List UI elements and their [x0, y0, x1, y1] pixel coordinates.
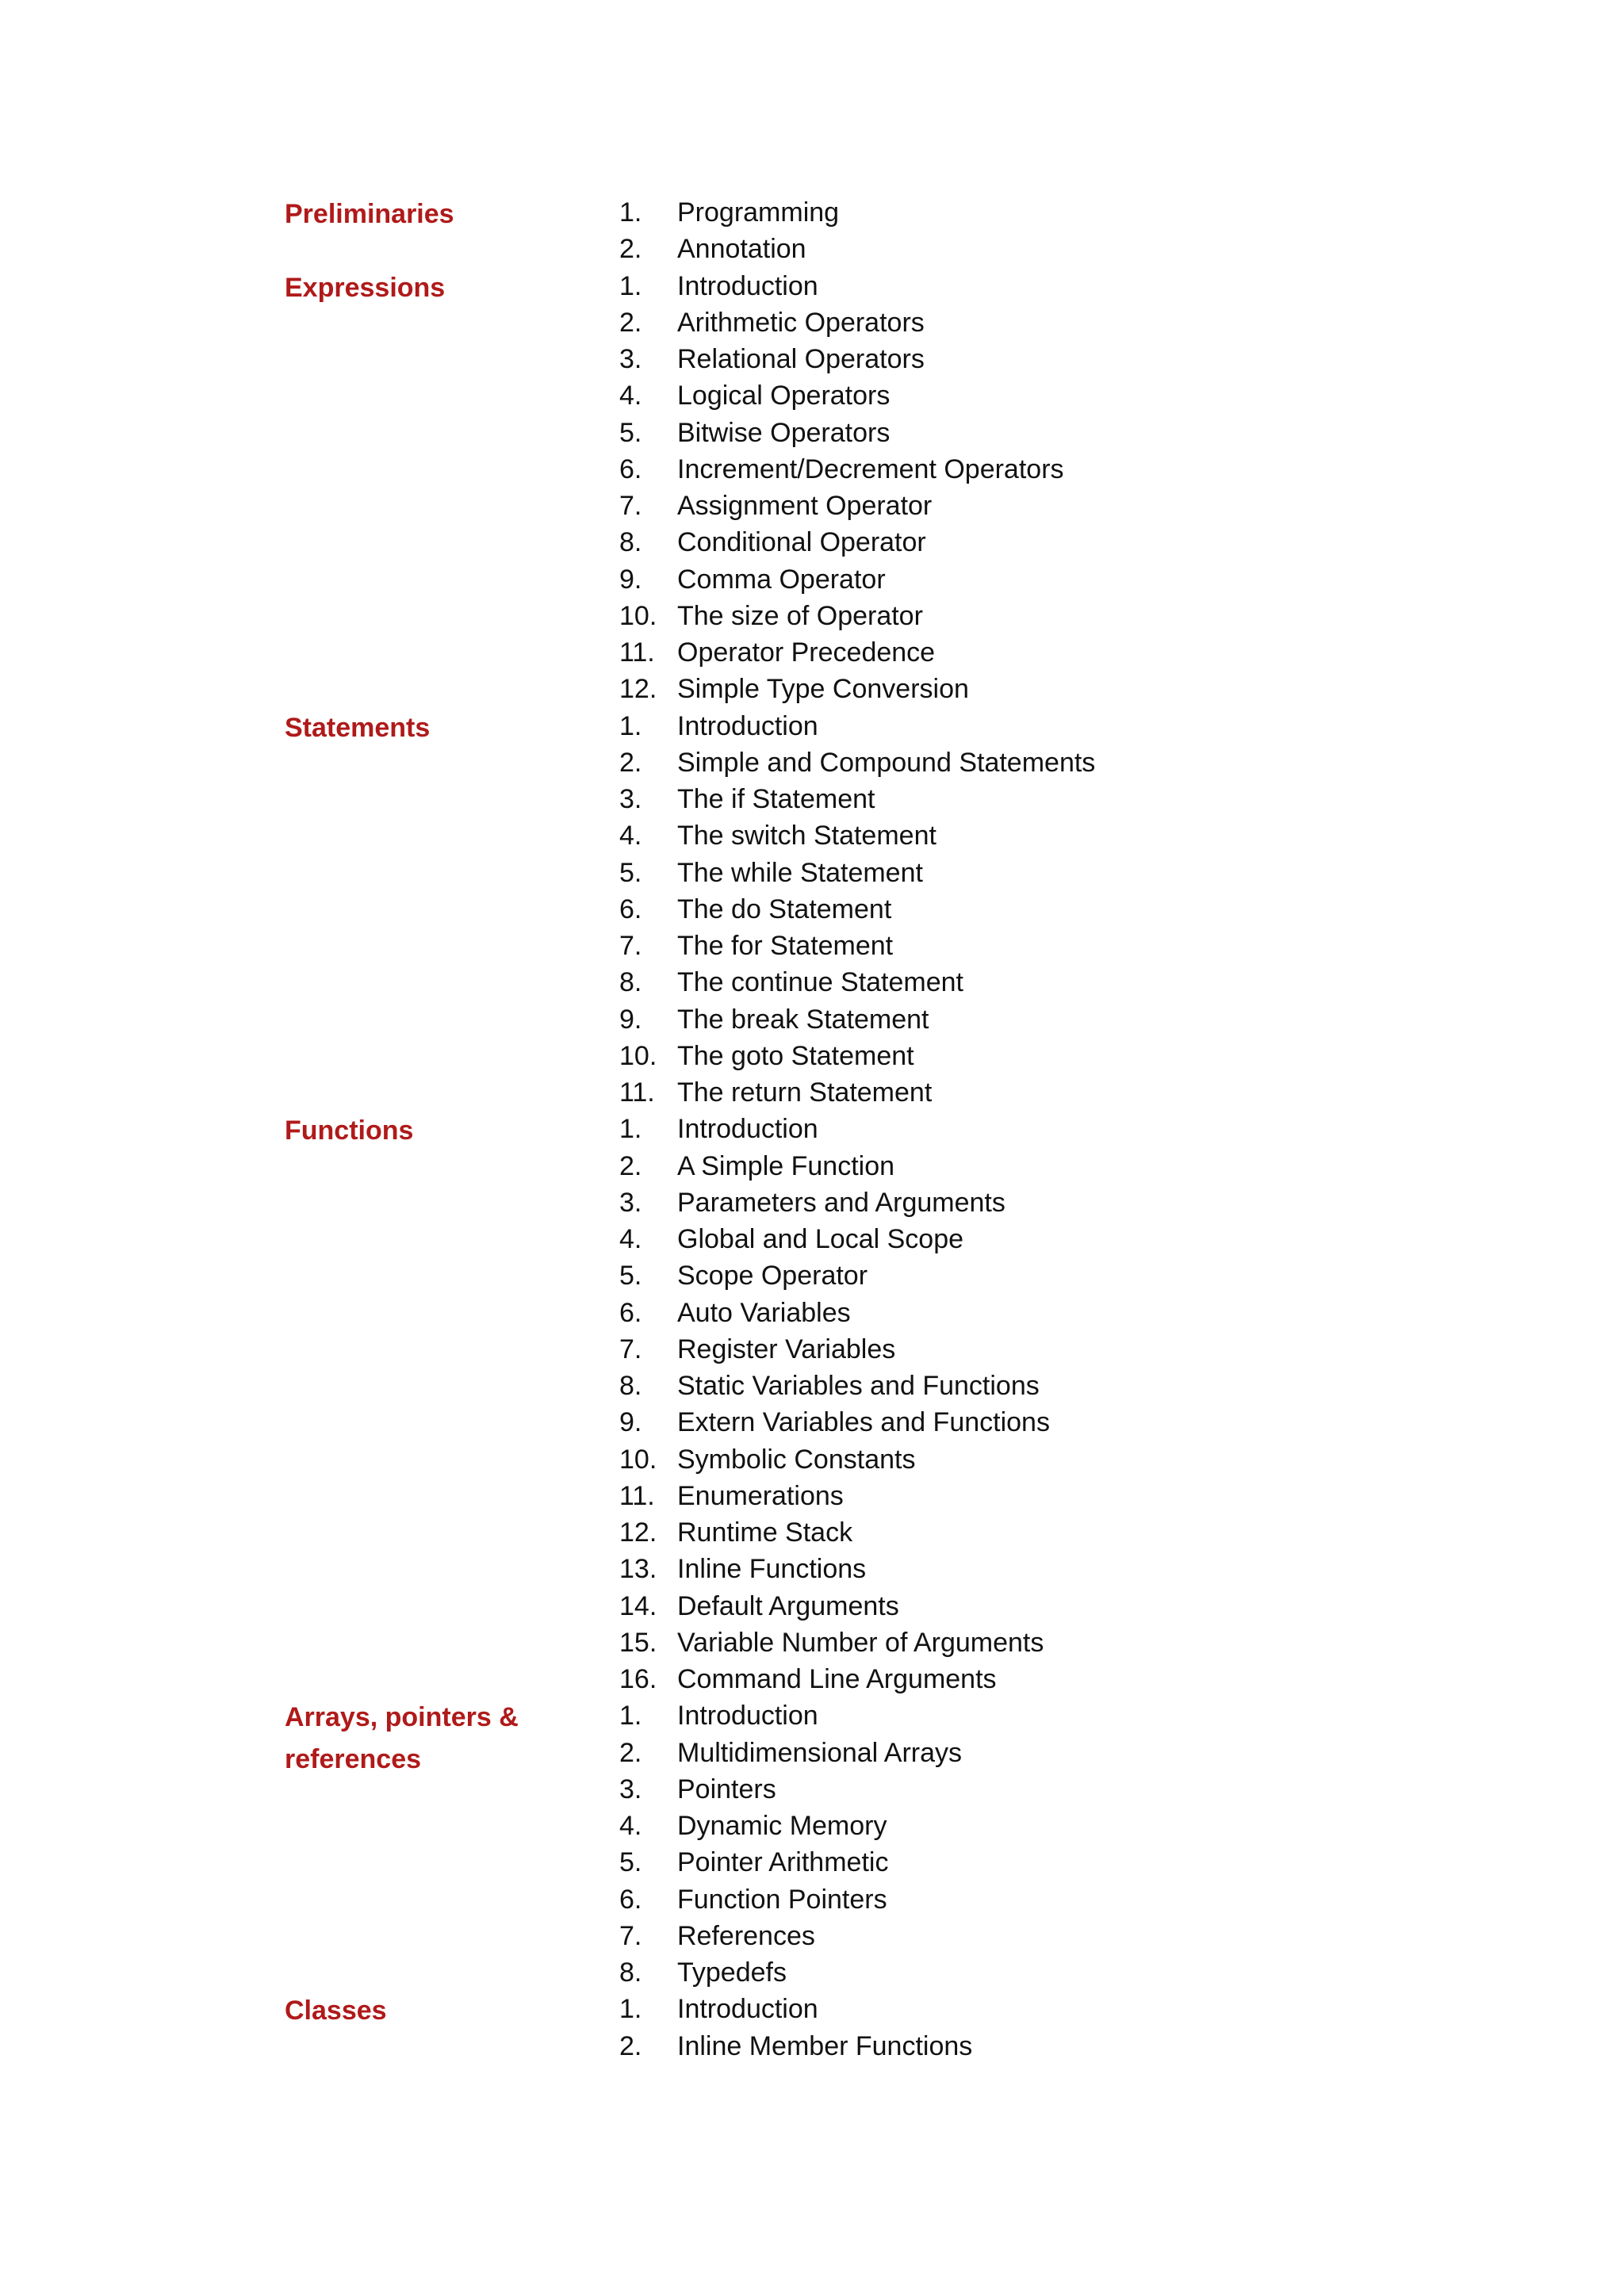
entry-title: Enumerations	[677, 1480, 844, 1511]
entry-title: Default Arguments	[677, 1590, 899, 1621]
entry-title: Pointers	[677, 1774, 776, 1804]
toc-entry	[619, 817, 1095, 854]
entry-number: 4.	[619, 821, 642, 851]
toc-entry	[619, 1038, 1095, 1074]
entry-title: The while Statement	[677, 857, 923, 888]
entry-number: 4.	[619, 1811, 642, 1841]
entry-title: Logical Operators	[677, 381, 891, 411]
toc-section	[285, 1111, 1474, 1697]
toc-entry	[619, 1697, 962, 1734]
toc-entry	[619, 781, 1095, 817]
entry-number: 8.	[619, 527, 642, 558]
toc-entry	[619, 1184, 1050, 1221]
toc-entry	[619, 1588, 1050, 1624]
entry-number: 1.	[619, 1701, 642, 1732]
entry-title: Inline Member Functions	[677, 2030, 973, 2061]
entry-title: Pointer Arithmetic	[677, 1847, 889, 1878]
toc-section	[285, 268, 1474, 708]
entry-title: Relational Operators	[677, 344, 925, 374]
entry-title: Introduction	[677, 270, 818, 301]
toc-entry	[619, 1001, 1095, 1038]
entry-title: Global and Local Scope	[677, 1224, 964, 1254]
section-title: Expressions	[285, 272, 446, 303]
entry-number: 15.	[619, 1627, 657, 1658]
entry-number: 7.	[619, 931, 642, 961]
toc-entry	[619, 1148, 1050, 1184]
entry-number: 2.	[619, 1150, 642, 1181]
entry-title: Symbolic Constants	[677, 1444, 916, 1475]
toc-entry	[619, 451, 1064, 488]
table-of-contents	[285, 194, 1474, 2064]
toc-entry	[619, 634, 1064, 671]
section-item-list	[619, 1111, 1050, 1697]
toc-entry	[619, 1404, 1050, 1441]
toc-entry	[619, 1991, 972, 2027]
entry-number: 1.	[619, 1114, 642, 1145]
entry-title: Typedefs	[677, 1957, 787, 1988]
entry-number: 2.	[619, 1737, 642, 1768]
entry-number: 5.	[619, 417, 642, 448]
entry-title: References	[677, 1920, 815, 1951]
toc-entry	[619, 1368, 1050, 1404]
toc-entry	[619, 1221, 1050, 1257]
entry-number: 3.	[619, 344, 642, 374]
toc-entry	[619, 341, 1064, 377]
entry-title: Parameters and Arguments	[677, 1187, 1005, 1218]
entry-title: Operator Precedence	[677, 637, 936, 668]
entry-number: 5.	[619, 1261, 642, 1292]
entry-number: 9.	[619, 1004, 642, 1035]
entry-number: 3.	[619, 1187, 642, 1218]
toc-entry	[619, 2028, 972, 2064]
toc-entry	[619, 1624, 1050, 1661]
entry-title: Introduction	[677, 1701, 818, 1732]
toc-entry	[619, 1808, 962, 1844]
toc-entry	[619, 415, 1064, 451]
entry-number: 12.	[619, 674, 657, 705]
entry-number: 6.	[619, 1297, 642, 1328]
entry-number: 6.	[619, 894, 642, 924]
entry-number: 4.	[619, 1224, 642, 1254]
entry-number: 6.	[619, 1884, 642, 1915]
entry-title: Inline Functions	[677, 1554, 867, 1585]
entry-number: 8.	[619, 967, 642, 998]
entry-title: Extern Variables and Functions	[677, 1407, 1050, 1438]
toc-entry	[619, 377, 1064, 414]
entry-title: Function Pointers	[677, 1884, 887, 1915]
entry-title: Comma Operator	[677, 564, 886, 595]
entry-number: 2.	[619, 234, 642, 265]
toc-entry	[619, 1331, 1050, 1368]
entry-title: Bitwise Operators	[677, 417, 891, 448]
section-item-list	[619, 1991, 972, 2064]
toc-entry	[619, 1514, 1050, 1551]
entry-title: The return Statement	[677, 1077, 933, 1108]
section-title: Classes	[285, 1996, 387, 2026]
entry-title: Runtime Stack	[677, 1517, 853, 1548]
toc-entry	[619, 1954, 962, 1991]
entry-title: Static Variables and Functions	[677, 1371, 1040, 1401]
section-title: Statements	[285, 712, 431, 743]
entry-number: 5.	[619, 857, 642, 888]
entry-title: Variable Number of Arguments	[677, 1627, 1044, 1658]
entry-number: 2.	[619, 747, 642, 778]
section-title: Functions	[285, 1115, 414, 1146]
entry-title: The for Statement	[677, 931, 894, 961]
toc-entry	[619, 1735, 962, 1771]
toc-entry	[619, 671, 1064, 707]
toc-entry	[619, 231, 839, 267]
entry-title: Introduction	[677, 1994, 818, 2025]
entry-number: 11.	[619, 1077, 655, 1108]
entry-title: Auto Variables	[677, 1297, 851, 1328]
entry-title: Arithmetic Operators	[677, 307, 925, 338]
entry-title: Command Line Arguments	[677, 1664, 997, 1694]
entry-title: The if Statement	[677, 784, 875, 814]
toc-entry	[619, 1257, 1050, 1294]
entry-number: 9.	[619, 564, 642, 595]
entry-title: Conditional Operator	[677, 527, 926, 558]
section-item-list	[619, 1697, 962, 1991]
entry-number: 1.	[619, 270, 642, 301]
section-item-list	[619, 194, 839, 268]
toc-entry	[619, 561, 1064, 598]
toc-entry	[619, 304, 1064, 341]
entry-title: A Simple Function	[677, 1150, 895, 1181]
entry-title: Scope Operator	[677, 1261, 868, 1292]
entry-number: 6.	[619, 453, 642, 484]
toc-section	[285, 1697, 1474, 1991]
toc-entry	[619, 1441, 1050, 1478]
entry-number: 10.	[619, 1444, 657, 1475]
toc-entry	[619, 1295, 1050, 1331]
toc-entry	[619, 1844, 962, 1881]
toc-entry	[619, 1074, 1095, 1111]
toc-section	[285, 1991, 1474, 2064]
entry-number: 2.	[619, 2030, 642, 2061]
entry-number: 11.	[619, 1480, 655, 1511]
entry-title: Multidimensional Arrays	[677, 1737, 963, 1768]
entry-title: The size of Operator	[677, 600, 923, 631]
entry-title: Annotation	[677, 234, 806, 265]
entry-title: The do Statement	[677, 894, 892, 924]
entry-number: 8.	[619, 1957, 642, 1988]
toc-entry	[619, 194, 839, 231]
entry-number: 1.	[619, 197, 642, 228]
entry-title: Increment/Decrement Operators	[677, 453, 1064, 484]
toc-entry	[619, 1918, 962, 1954]
entry-title: Introduction	[677, 710, 818, 741]
entry-title: Register Variables	[677, 1334, 896, 1364]
toc-entry	[619, 1111, 1050, 1147]
entry-title: Programming	[677, 197, 840, 228]
entry-number: 16.	[619, 1664, 657, 1694]
section-item-list	[619, 268, 1064, 708]
entry-number: 3.	[619, 784, 642, 814]
section-item-list	[619, 708, 1095, 1112]
entry-title: The break Statement	[677, 1004, 929, 1035]
toc-entry	[619, 1478, 1050, 1514]
entry-number: 9.	[619, 1407, 642, 1438]
section-title: Preliminaries	[285, 199, 454, 229]
entry-number: 4.	[619, 381, 642, 411]
entry-number: 10.	[619, 1040, 657, 1071]
toc-entry	[619, 1881, 962, 1918]
section-title: Arrays, pointers & references	[285, 1702, 519, 1775]
entry-title: Simple Type Conversion	[677, 674, 969, 705]
toc-entry	[619, 488, 1064, 524]
entry-number: 1.	[619, 710, 642, 741]
toc-entry	[619, 891, 1095, 928]
entry-number: 7.	[619, 1334, 642, 1364]
entry-number: 2.	[619, 307, 642, 338]
entry-number: 1.	[619, 1994, 642, 2025]
entry-number: 12.	[619, 1517, 657, 1548]
entry-title: Assignment Operator	[677, 491, 933, 521]
entry-title: The goto Statement	[677, 1040, 914, 1071]
toc-entry	[619, 744, 1095, 781]
entry-number: 10.	[619, 600, 657, 631]
toc-entry	[619, 598, 1064, 634]
entry-title: Simple and Compound Statements	[677, 747, 1096, 778]
entry-title: The continue Statement	[677, 967, 964, 998]
toc-entry	[619, 928, 1095, 964]
toc-entry	[619, 1771, 962, 1808]
entry-number: 14.	[619, 1590, 657, 1621]
entry-number: 7.	[619, 491, 642, 521]
toc-entry	[619, 1551, 1050, 1587]
entry-title: Dynamic Memory	[677, 1811, 887, 1841]
entry-number: 8.	[619, 1371, 642, 1401]
toc-entry	[619, 524, 1064, 561]
entry-number: 11.	[619, 637, 655, 668]
toc-entry	[619, 268, 1064, 304]
entry-number: 7.	[619, 1920, 642, 1951]
toc-entry	[619, 1661, 1050, 1697]
toc-entry	[619, 964, 1095, 1001]
entry-number: 13.	[619, 1554, 657, 1585]
entry-number: 5.	[619, 1847, 642, 1878]
toc-entry	[619, 708, 1095, 744]
toc-entry	[619, 855, 1095, 891]
entry-title: The switch Statement	[677, 821, 936, 851]
entry-number: 3.	[619, 1774, 642, 1804]
toc-section	[285, 194, 1474, 268]
toc-section	[285, 708, 1474, 1112]
entry-title: Introduction	[677, 1114, 818, 1145]
